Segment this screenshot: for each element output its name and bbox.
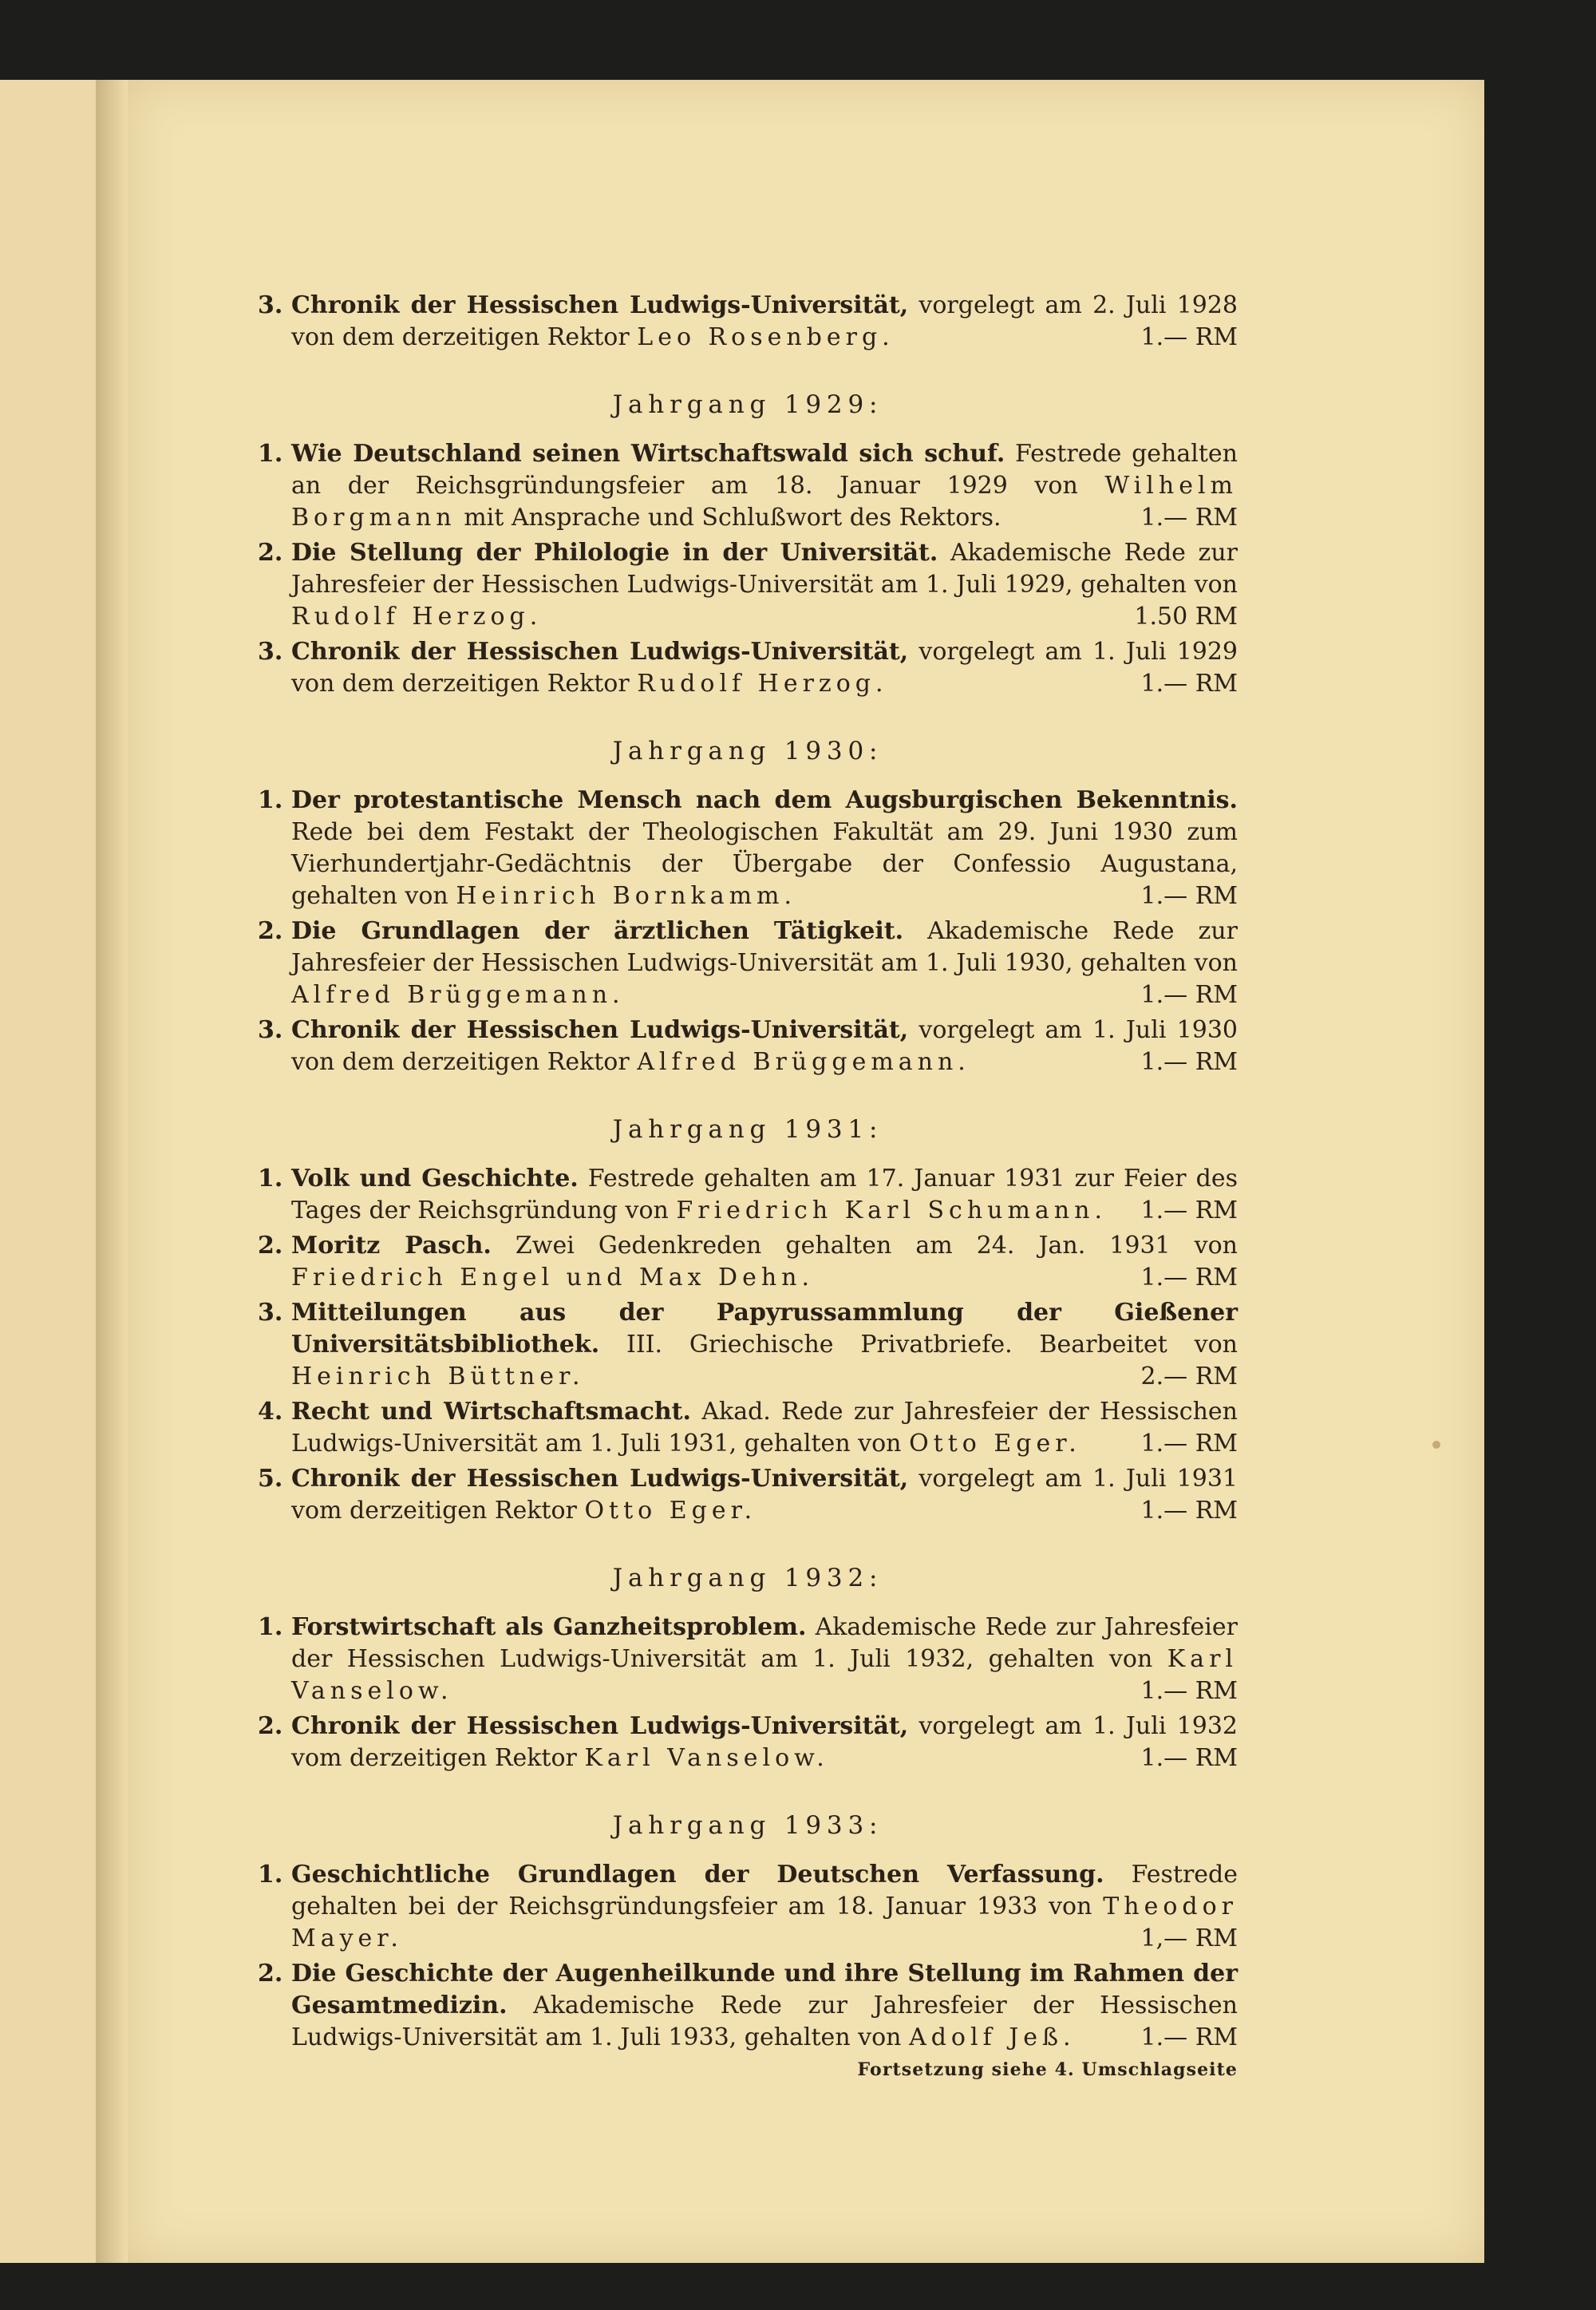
entry-title: Volk und Geschichte. — [291, 1165, 579, 1193]
entry-title: Chronik der Hessischen Ludwigs-Universität, — [291, 638, 909, 666]
first-entry — [258, 290, 1238, 354]
entry-title: Mitteilungen aus der Papyrussammlung der Gießener Universitätsbibliothek. — [291, 1299, 1238, 1359]
entry-text: Festrede gehalten an der Reichsgründungsfeier am 18. Januar 1929 von — [291, 440, 1238, 500]
entry-title: Chronik der Hessischen Ludwigs-Universität, — [291, 1016, 909, 1044]
entry-title: Recht und Wirtschaftsmacht. — [291, 1398, 691, 1426]
list-item — [258, 1297, 1238, 1393]
entry-price: 1.— RM — [1140, 670, 1238, 698]
entry-number: 3. — [258, 1016, 283, 1044]
entry-author: Otto Eger. — [909, 1430, 1081, 1458]
entry-title: Forstwirtschaft als Ganzheitsproblem. — [291, 1613, 807, 1641]
entry-title: Die Geschichte der Augenheilkunde und ihre Stellung im Rahmen der Gesamtmedizin. — [291, 1960, 1238, 2019]
entry-price: 1.— RM — [1140, 882, 1238, 910]
list-item — [258, 1463, 1238, 1527]
entry-text: vorgelegt am 1. Juli 1931 vom derzeitigen Rektor — [291, 1465, 1238, 1525]
entry-price: 1.— RM — [1140, 1048, 1238, 1076]
entry-number: 2. — [258, 1232, 283, 1260]
entry-number: 2. — [258, 917, 283, 945]
list-item — [258, 1711, 1238, 1774]
entry-price: 1.— RM — [1140, 2023, 1238, 2051]
entry-number: 1. — [258, 440, 283, 468]
entry-author: Heinrich Bornkamm. — [456, 882, 797, 910]
entry-price: 1,— RM — [1140, 1924, 1238, 1952]
entry-author: Karl Vanselow. — [291, 1645, 1238, 1705]
entry-author: Wilhelm Borgmann — [291, 472, 1238, 532]
entry-text: III. Griechische Privatbriefe. Bearbeitet von — [626, 1331, 1238, 1359]
entry-author: Heinrich Büttner. — [291, 1363, 585, 1390]
entry-price: 1.— RM — [1140, 981, 1238, 1009]
year-heading: Jahrgang 1930: — [612, 737, 883, 765]
entry-author: Karl Vanselow. — [584, 1744, 829, 1772]
entry-title: Wie Deutschland seinen Wirtschaftswald sich schuf. — [291, 440, 1005, 468]
entry-title: Geschichtliche Grundlagen der Deutschen Verfassung. — [291, 1861, 1104, 1889]
book-gutter — [96, 80, 128, 2263]
entry-price: 1.— RM — [1140, 1197, 1238, 1224]
list-item — [258, 1859, 1238, 1955]
list-item — [258, 537, 1238, 633]
entry-text: vorgelegt am 1. Juli 1932 vom derzeitigen Rektor — [291, 1712, 1238, 1772]
entry-author: Rudolf Herzog. — [637, 670, 888, 698]
list-item — [258, 438, 1238, 534]
entry-text: Akademische Rede zur Jahresfeier der Hessischen Ludwigs-Universität am 1. Juli 1930, gehalten von — [291, 917, 1238, 977]
entry-text: Akademische Rede zur Jahresfeier der Hessischen Ludwigs-Universität am 1. Juli 1932, gehalten von — [291, 1613, 1238, 1673]
year-heading: Jahrgang 1929: — [612, 390, 883, 419]
entry-text: Rede bei dem Festakt der Theologischen Fakultät am 29. Juni 1930 zum Vierhundertjahr-Gedächtnis der Übergabe der Confessio Augustana, gehalten von — [291, 818, 1238, 910]
entry-number: 2. — [258, 539, 283, 567]
entry-text: Festrede gehalten bei der Reichsgründungsfeier am 18. Januar 1933 von — [291, 1861, 1238, 1920]
list-item — [258, 1958, 1238, 2054]
entry-title: Chronik der Hessischen Ludwigs-Universität, — [291, 1465, 909, 1493]
entry-author: Leo Rosenberg. — [637, 323, 895, 351]
entry-title: Die Grundlagen der ärztlichen Tätigkeit. — [291, 917, 904, 945]
entry-number: 4. — [258, 1398, 283, 1426]
entry-title: Die Stellung der Philologie in der Universität. — [291, 539, 938, 567]
entry-title: Chronik der Hessischen Ludwigs-Universität, — [291, 1712, 909, 1740]
left-page-edge — [0, 80, 96, 2263]
continuation-note: Fortsetzung siehe 4. Umschlagseite — [857, 2059, 1238, 2080]
book-page — [128, 80, 1484, 2263]
entry-number: 1. — [258, 1165, 283, 1193]
list-item — [258, 1015, 1238, 1078]
entry-text: Zwei Gedenkreden gehalten am 24. Jan. 1931 von — [515, 1232, 1238, 1260]
entry-number: 3. — [258, 638, 283, 666]
entry-price: 1.— RM — [1140, 1264, 1238, 1291]
entry-price: 1.— RM — [1140, 323, 1238, 351]
year-heading: Jahrgang 1932: — [612, 1564, 883, 1592]
list-item — [258, 636, 1238, 700]
list-item — [258, 1163, 1238, 1227]
paper-spot — [1432, 1441, 1440, 1449]
entry-price: 1.— RM — [1140, 1497, 1238, 1525]
entry-text: Akademische Rede zur Jahresfeier der Hessischen Ludwigs-Universität am 1. Juli 1929, gehalten von — [291, 539, 1238, 599]
entry-number: 1. — [258, 786, 283, 814]
entry-title: Chronik der Hessischen Ludwigs-Universität, — [291, 291, 909, 319]
entry-text: vorgelegt am 2. Juli 1928 von dem derzeitigen Rektor — [291, 291, 1238, 351]
list-item — [258, 1230, 1238, 1294]
entry-number: 5. — [258, 1465, 283, 1493]
year-sections — [258, 389, 1238, 2054]
entry-number: 2. — [258, 1960, 283, 1988]
list-item — [258, 785, 1238, 912]
entry-title: Der protestantische Mensch nach dem Augsburgischen Bekenntnis. — [291, 786, 1238, 814]
entry-title: Moritz Pasch. — [291, 1232, 492, 1260]
entry-author: Otto Eger. — [584, 1497, 757, 1525]
entry-number: 3. — [258, 1299, 283, 1327]
entry-price: 1.— RM — [1140, 1430, 1238, 1458]
entry-text-continued: mit Ansprache und Schlußwort des Rektors. — [464, 504, 1001, 532]
entry-price: 2.— RM — [1140, 1363, 1238, 1390]
entry-text: Akademische Rede zur Jahresfeier der Hessischen Ludwigs-Universität am 1. Juli 1933, gehalten von — [291, 1992, 1238, 2051]
entry-author: Theodor Mayer. — [291, 1893, 1238, 1952]
entry-number: 1. — [258, 1613, 283, 1641]
list-item — [258, 1396, 1238, 1460]
year-heading: Jahrgang 1933: — [612, 1811, 883, 1840]
entry-author: Friedrich Karl Schumann. — [676, 1197, 1107, 1224]
entry-price: 1.— RM — [1140, 504, 1238, 532]
entry-author: Alfred Brüggemann. — [637, 1048, 970, 1076]
entry-author: Rudolf Herzog. — [291, 603, 543, 631]
entry-number: 3. — [258, 291, 283, 319]
entry-text: vorgelegt am 1. Juli 1930 von dem derzeitigen Rektor — [291, 1016, 1238, 1076]
entry-author: Adolf Jeß. — [909, 2023, 1076, 2051]
list-item — [258, 1612, 1238, 1707]
entry-author: Alfred Brüggemann. — [291, 981, 625, 1009]
entry-text: vorgelegt am 1. Juli 1929 von dem derzeitigen Rektor — [291, 638, 1238, 698]
entry-number: 1. — [258, 1861, 283, 1889]
list-item — [258, 916, 1238, 1011]
page-content — [258, 290, 1238, 2080]
entry-text: Festrede gehalten am 17. Januar 1931 zur Feier des Tages der Reichsgründung von — [291, 1165, 1238, 1224]
entry-price: 1.— RM — [1140, 1744, 1238, 1772]
entry-price: 1.50 RM — [1134, 603, 1238, 631]
entry-number: 2. — [258, 1712, 283, 1740]
entry-author: Friedrich Engel und Max Dehn. — [291, 1264, 815, 1291]
entry-text: Akad. Rede zur Jahresfeier der Hessischen Ludwigs-Universität am 1. Juli 1931, gehalten von — [291, 1398, 1238, 1458]
year-heading: Jahrgang 1931: — [612, 1115, 883, 1144]
entry-price: 1.— RM — [1140, 1677, 1238, 1705]
